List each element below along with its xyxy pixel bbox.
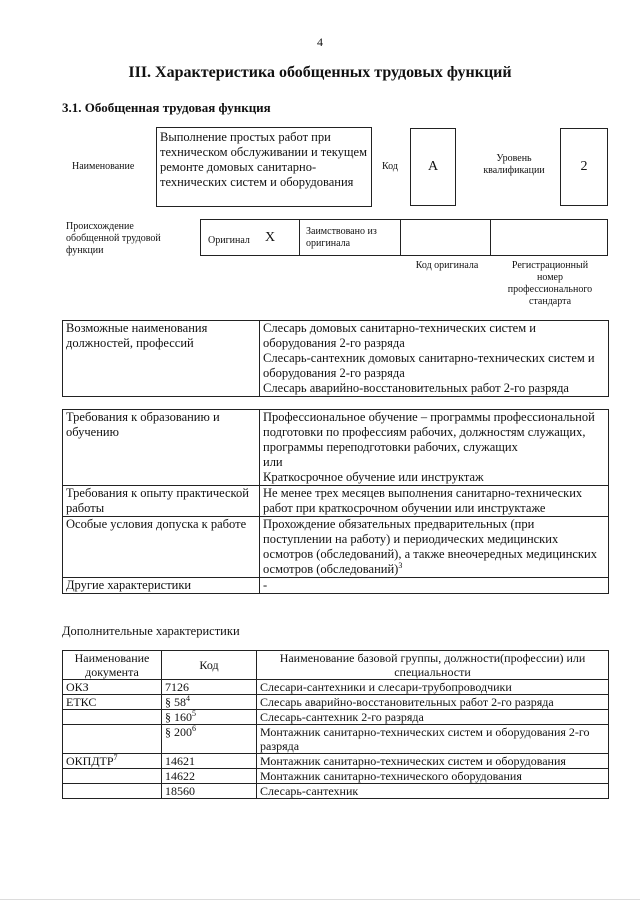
doc-cell [63, 769, 162, 784]
additional-table [62, 650, 609, 799]
level-label: Уровень квалификации [483, 153, 545, 176]
divider [400, 220, 401, 255]
code-cell: § $58^4$ [162, 695, 257, 710]
experience-label: Требования к опыту практической работы [63, 486, 260, 517]
positions-table [62, 320, 609, 397]
code-cell: 7126 [162, 680, 257, 695]
header-code: Код [162, 651, 257, 680]
positions-label: Возможные наименования должностей, профессий [63, 321, 260, 397]
function-name-value: Выполнение простых работ при техническом обслуживании и текущем ремонте домовых санитарно-технических систем и оборудования [156, 127, 372, 207]
education-cell [260, 410, 609, 486]
name-cell: Слесарь-сантехник 2-го разряда [257, 710, 609, 725]
positions-cell [260, 321, 609, 397]
name-cell: Монтажник санитарно-технического оборудования [257, 769, 609, 784]
code-original-caption: Код оригинала [415, 260, 479, 271]
scan-artifact [0, 899, 640, 900]
doc-cell: ОКЗ [63, 680, 162, 695]
code-cell: § $200^6$ [162, 725, 257, 754]
doc-cell: ЕТКС [63, 695, 162, 710]
education-alt: Краткосрочное обучение или инструктаж [263, 470, 484, 484]
footnote-marker: 3 [398, 560, 403, 570]
experience-text: Не менее трех месяцев выполнения санитарно-технических работ при краткосрочном обучении или инструктаже [260, 486, 609, 517]
name-cell: Монтажник санитарно-технических систем и оборудования [257, 754, 609, 769]
name-cell: Монтажник санитарно-технических систем и оборудования 2-го разряда [257, 725, 609, 754]
requirements-table [62, 409, 609, 594]
header-name: Наименование базовой группы, должности(профессии) или специальности [257, 651, 609, 680]
name-cell: Слесари-сантехники и слесари-трубопроводчики [257, 680, 609, 695]
reg-number-caption: Регистрационный номер профессионального стандарта [507, 260, 593, 307]
doc-cell: ОКПДТР$^7$ [63, 754, 162, 769]
other-value: - [260, 578, 609, 594]
level-value: 2 [560, 128, 608, 206]
page-number: 4 [317, 35, 323, 49]
table-row [63, 769, 609, 784]
table-row [63, 754, 609, 769]
divider [490, 220, 491, 255]
admission-text: Прохождение обязательных предварительных (при поступлении на работу) и периодических медицинских осмотров (обследований), а также внеочередных медицинских осмотров (обследований) [263, 517, 597, 576]
other-label: Другие характеристики [63, 578, 260, 594]
table-row [63, 725, 609, 754]
doc-cell [63, 725, 162, 754]
position-item: Слесарь домовых санитарно-технических систем и оборудования 2-го разряда [263, 321, 536, 350]
table-row [63, 695, 609, 710]
additional-title: Дополнительные характеристики [62, 624, 240, 638]
code-value: А [410, 128, 456, 206]
code-cell: 14621 [162, 754, 257, 769]
table-row [63, 710, 609, 725]
education-or: или [263, 455, 283, 469]
position-item: Слесарь-сантехник домовых санитарно-технических систем и оборудования 2-го разряда [263, 351, 595, 380]
admission-label: Особые условия допуска к работе [63, 517, 260, 578]
section-title: III. Характеристика обобщенных трудовых функций [128, 64, 512, 81]
name-label: Наименование [72, 161, 135, 172]
subsection-title: 3.1. Обобщенная трудовая функция [62, 100, 271, 115]
original-label: Оригинал [208, 235, 250, 246]
origin-label: Происхождение обобщенной трудовой функции [66, 221, 161, 256]
origin-row [200, 219, 608, 256]
original-mark: X [265, 230, 276, 245]
code-cell: 14622 [162, 769, 257, 784]
table-row [63, 680, 609, 695]
code-cell: § $160^5$ [162, 710, 257, 725]
doc-cell [63, 784, 162, 799]
code-label: Код [382, 161, 398, 172]
position-item: Слесарь аварийно-восстановительных работ 2-го разряда [263, 381, 569, 395]
admission-cell [260, 517, 609, 578]
education-text: Профессиональное обучение – программы профессиональной подготовки по профессиям рабочих, должностям служащих, программы переподготовки рабочих, служащих [263, 410, 595, 454]
table-row [63, 784, 609, 799]
divider [299, 220, 300, 255]
name-cell: Слесарь аварийно-восстановительных работ 2-го разряда [257, 695, 609, 710]
name-cell: Слесарь-сантехник [257, 784, 609, 799]
education-label: Требования к образованию и обучению [63, 410, 260, 486]
borrowed-label: Заимствовано из оригинала [306, 226, 377, 249]
code-cell: 18560 [162, 784, 257, 799]
doc-cell [63, 710, 162, 725]
header-doc: Наименование документа [63, 651, 162, 680]
